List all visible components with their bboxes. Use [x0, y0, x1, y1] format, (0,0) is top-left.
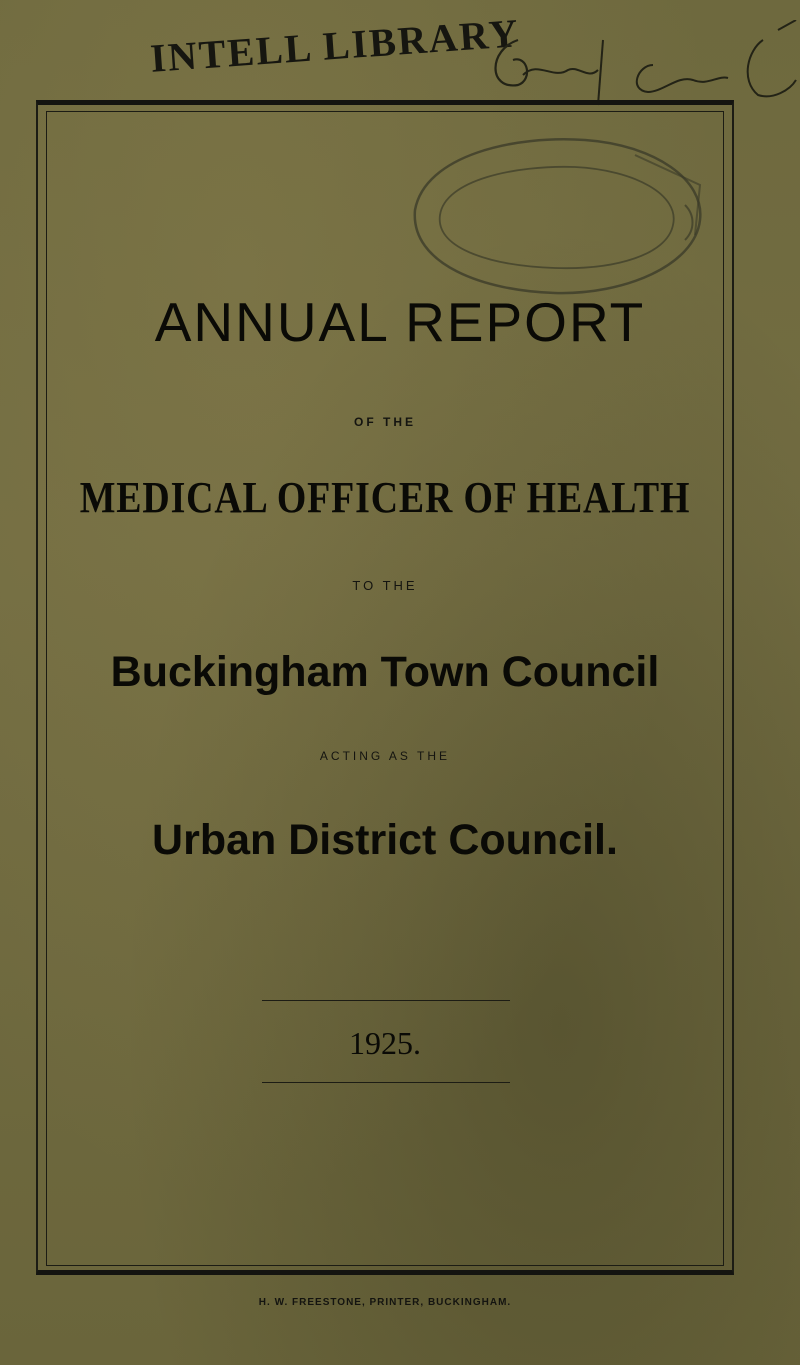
to-the-label: TO THE: [352, 578, 418, 593]
library-seal-stamp: [395, 125, 715, 315]
handwritten-signature: [478, 20, 798, 110]
printer-imprint: H. W. FREESTONE, PRINTER, BUCKINGHAM.: [258, 1297, 512, 1308]
of-the-label: OF THE: [354, 415, 416, 429]
divider-top: [262, 1000, 510, 1001]
acting-as-label: ACTING AS THE: [319, 749, 451, 763]
divider-bottom: [262, 1082, 510, 1083]
report-subtitle: MEDICAL OFFICER OF HEALTH: [79, 473, 691, 522]
report-year: 1925.: [349, 1025, 421, 1061]
council-name: Buckingham Town Council: [110, 648, 660, 696]
report-title: ANNUAL REPORT: [154, 291, 646, 353]
district-council-name: Urban District Council.: [152, 816, 618, 864]
library-stamp-text: INTELL LIBRARY: [148, 10, 522, 81]
